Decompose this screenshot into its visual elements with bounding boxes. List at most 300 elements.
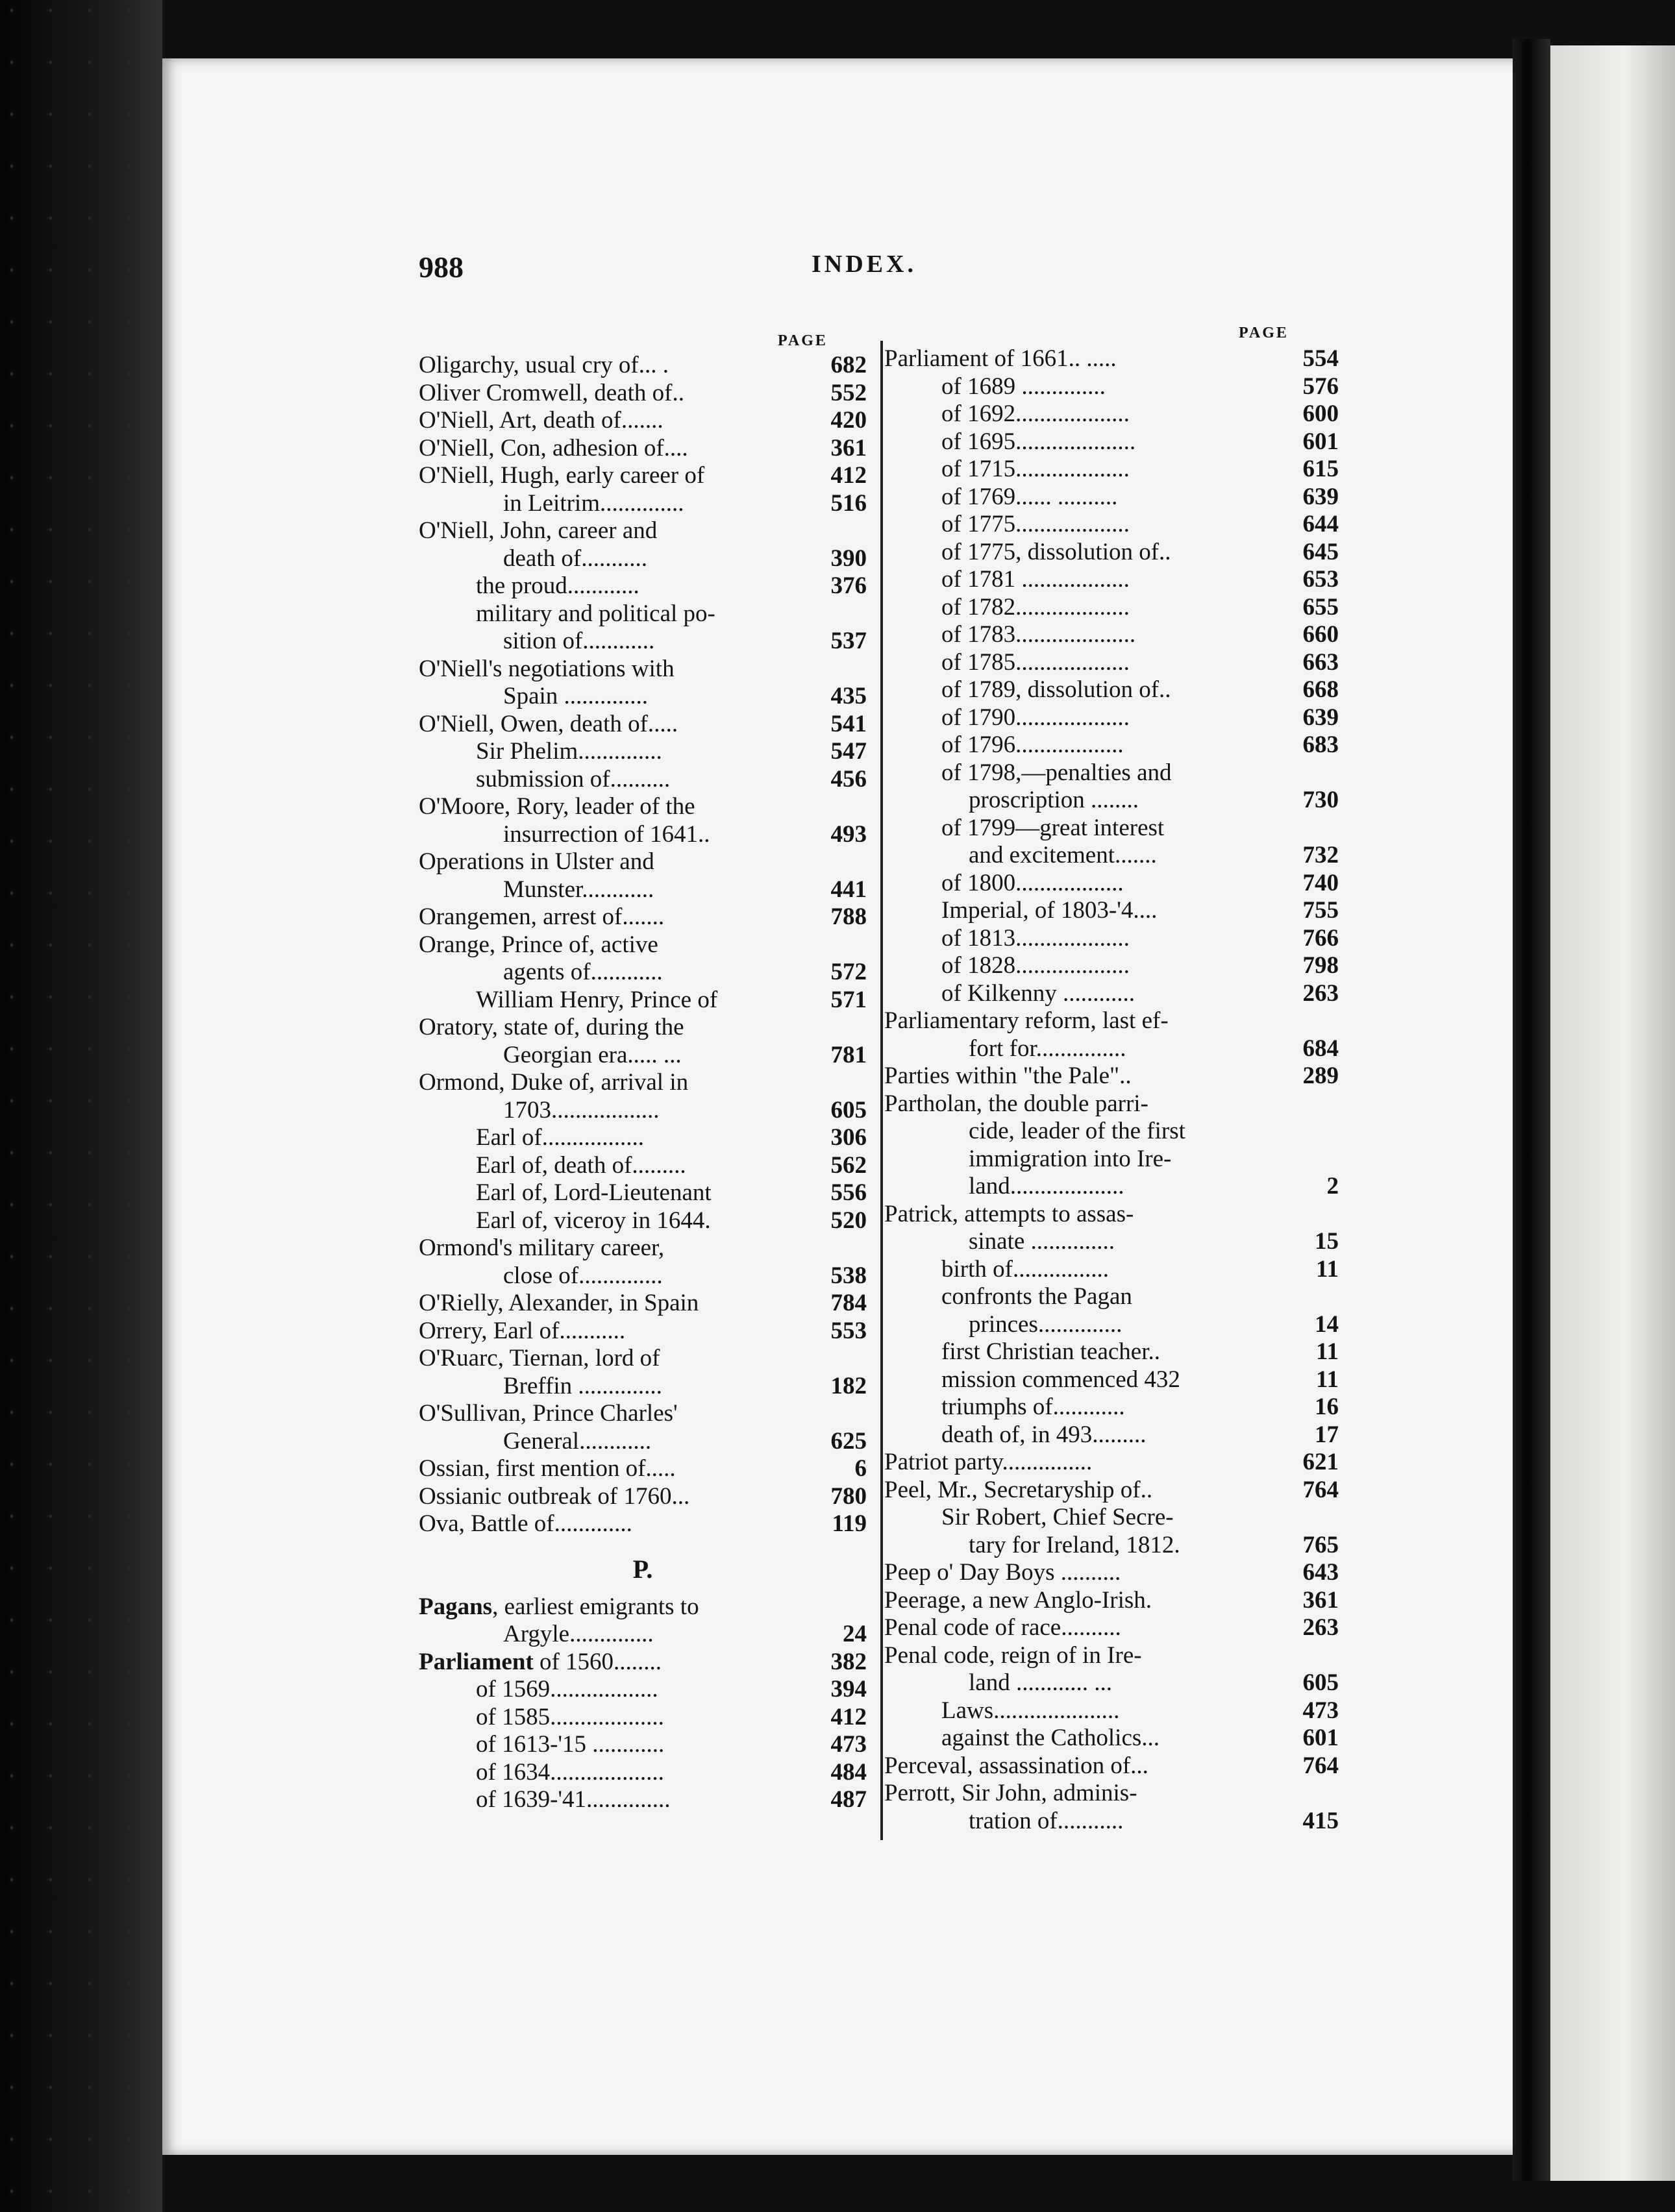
index-entry (419, 1676, 867, 1704)
index-entry-page: 663 (1302, 648, 1339, 676)
index-entry-text: submission of.......... (476, 765, 671, 793)
index-entry (884, 676, 1339, 704)
index-entry-text: O'Sullivan, Prince Charles' (419, 1400, 678, 1427)
index-entry-text: Penal code of race.......... (884, 1614, 1121, 1641)
index-entry-text: military and political po- (476, 600, 715, 627)
index-entry (884, 1504, 1339, 1532)
index-entry (884, 456, 1339, 484)
index-entry-text: of 1785................... (941, 648, 1130, 676)
index-entry-page: 788 (830, 903, 867, 930)
index-entry (884, 400, 1339, 428)
index-entry-page: 6 (854, 1455, 867, 1482)
index-entry (419, 959, 867, 987)
index-entry-text: Pagans, earliest emigrants to (419, 1593, 699, 1620)
index-entry-text: of 1828................... (941, 952, 1130, 979)
left-column-page-heading: PAGE (778, 332, 828, 349)
index-entry-page: 764 (1302, 1476, 1339, 1503)
index-entry-page: 764 (1302, 1752, 1339, 1779)
index-entry (884, 1311, 1339, 1339)
index-entry (884, 345, 1339, 373)
index-entry-text: Sir Phelim.............. (476, 738, 662, 765)
index-entry-text: Earl of, viceroy in 1644. (476, 1207, 711, 1234)
index-entry-text: O'Niell, Art, death of....... (419, 407, 664, 434)
index-entry (884, 1394, 1339, 1421)
index-entry (884, 925, 1339, 953)
index-entry (419, 1318, 867, 1346)
index-column-left (419, 352, 867, 1814)
index-entry-page: 420 (830, 407, 867, 434)
index-entry (419, 1428, 867, 1456)
index-entry-page: 781 (830, 1041, 867, 1068)
index-entry (884, 539, 1339, 567)
right-column-page-heading: PAGE (1239, 325, 1289, 341)
index-entry-text: death of, in 493......... (941, 1421, 1147, 1448)
index-entry (884, 566, 1339, 594)
index-entry-page: 412 (830, 462, 867, 489)
index-entry-text: tration of........... (969, 1807, 1124, 1834)
index-entry-text: O'Niell, John, career and (419, 517, 658, 544)
index-entry (884, 1532, 1339, 1560)
index-entry (419, 600, 867, 628)
index-entry-text: insurrection of 1641.. (503, 820, 710, 848)
index-entry (419, 628, 867, 656)
index-entry (419, 1400, 867, 1428)
index-entry (419, 1621, 867, 1649)
index-entry (419, 738, 867, 766)
index-entry-page: 621 (1302, 1449, 1339, 1475)
index-entry-page: 11 (1316, 1255, 1339, 1283)
index-entry (419, 1704, 867, 1732)
index-entry-page: 553 (830, 1317, 867, 1344)
index-entry (419, 848, 867, 876)
index-entry (419, 987, 867, 1014)
index-entry-text: Oratory, state of, during the (419, 1014, 684, 1040)
index-entry (884, 759, 1339, 787)
index-entry-page: 605 (830, 1096, 867, 1124)
index-entry-text: confronts the Pagan (941, 1283, 1132, 1310)
index-entry-text: Peep o' Day Boys .......... (884, 1559, 1121, 1586)
index-entry-page: 412 (830, 1703, 867, 1730)
index-entry-page: 660 (1302, 621, 1339, 648)
index-entry (419, 1373, 867, 1401)
index-entry-text: Orrery, Earl of........... (419, 1317, 626, 1344)
index-entry-text: O'Niell, Owen, death of..... (419, 710, 678, 737)
index-entry-text: 1703.................. (503, 1096, 660, 1124)
index-entry (419, 1042, 867, 1070)
index-entry-page: 765 (1302, 1531, 1339, 1558)
index-entry-text: of 1715................... (941, 456, 1130, 482)
index-entry (419, 517, 867, 545)
index-entry-text: Ormond, Duke of, arrival in (419, 1069, 689, 1096)
index-entry-page: 24 (843, 1621, 867, 1647)
index-entry-text: Patriot party............... (884, 1449, 1093, 1475)
index-entry (884, 1725, 1339, 1752)
book-binding (1513, 39, 1550, 2181)
index-entry (419, 903, 867, 931)
index-entry-text: O'Niell, Con, adhesion of.... (419, 434, 688, 461)
index-entry-text: triumphs of............ (941, 1394, 1125, 1420)
index-entry-page: 520 (830, 1207, 867, 1234)
index-entry (419, 490, 867, 518)
index-entry-page: 639 (1302, 704, 1339, 731)
index-entry-page: 263 (1302, 1614, 1339, 1641)
index-entry (419, 352, 867, 380)
running-head: INDEX. (812, 251, 917, 278)
index-entry (419, 1262, 867, 1290)
index-entry-text: of 1569.................. (476, 1676, 658, 1702)
index-entry-text: proscription ........ (969, 787, 1139, 813)
index-entry-page: 643 (1302, 1559, 1339, 1586)
index-entry (884, 1477, 1339, 1505)
index-entry-text: William Henry, Prince of (476, 986, 718, 1013)
index-entry-page: 376 (830, 572, 867, 599)
index-entry-text: Breffin .............. (503, 1372, 662, 1399)
index-entry-text: O'Ruarc, Tiernan, lord of (419, 1345, 660, 1371)
index-entry-page: 615 (1302, 456, 1339, 482)
index-entry-text: Sir Robert, Chief Secre- (941, 1504, 1174, 1530)
index-entry-text: against the Catholics... (941, 1725, 1160, 1751)
index-column-right (884, 345, 1339, 1835)
index-entry-page: 683 (1302, 731, 1339, 758)
index-entry (419, 1152, 867, 1180)
index-entry-page: 668 (1302, 676, 1339, 703)
index-entry-page: 14 (1315, 1310, 1339, 1338)
index-entry-page: 487 (830, 1786, 867, 1813)
index-entry (884, 731, 1339, 759)
index-entry (884, 1449, 1339, 1477)
index-entry-page: 289 (1302, 1063, 1339, 1089)
index-entry (419, 462, 867, 490)
index-entry-page: 766 (1302, 924, 1339, 952)
index-entry (884, 897, 1339, 925)
index-entry-page: 625 (830, 1427, 867, 1455)
index-entry (884, 1228, 1339, 1256)
index-entry (419, 1124, 867, 1152)
index-entry (884, 1587, 1339, 1615)
index-entry-text: Penal code, reign of in Ire- (884, 1641, 1142, 1669)
index-entry-text: Patrick, attempts to assas- (884, 1200, 1134, 1227)
index-entry (419, 407, 867, 435)
index-entry (884, 1421, 1339, 1449)
index-entry-text: of 1775, dissolution of.. (941, 538, 1171, 565)
index-entry-text: of 1695.................... (941, 428, 1136, 455)
index-entry (419, 931, 867, 959)
index-entry-text: of 1813................... (941, 924, 1130, 952)
index-entry (419, 766, 867, 794)
index-entry-page: 361 (1302, 1586, 1339, 1614)
index-entry-text: of 1799—great interest (941, 814, 1165, 841)
index-entry (884, 1283, 1339, 1311)
index-entry (884, 704, 1339, 732)
index-entry-page: 11 (1316, 1338, 1339, 1365)
index-entry (884, 649, 1339, 677)
index-entry-page: 473 (830, 1731, 867, 1758)
index-entry (884, 1642, 1339, 1670)
index-entry-page: 653 (1302, 566, 1339, 593)
index-entry-text: close of.............. (503, 1262, 663, 1289)
index-entry (419, 435, 867, 463)
index-entry-text: first Christian teacher.. (941, 1338, 1161, 1365)
index-entry (419, 1235, 867, 1262)
index-entry-text: Argyle.............. (503, 1621, 654, 1647)
index-entry-text: General............ (503, 1427, 652, 1455)
index-entry-page: 456 (830, 765, 867, 793)
column-divider (880, 341, 883, 1840)
index-entry-text: of 1613-'15 ............ (476, 1731, 665, 1758)
index-entry-page: 17 (1315, 1421, 1339, 1448)
index-entry (884, 511, 1339, 539)
index-entry (884, 1752, 1339, 1780)
index-entry-page: 415 (1302, 1807, 1339, 1834)
index-entry (884, 1090, 1339, 1118)
index-entry (419, 1290, 867, 1318)
index-entry (884, 1559, 1339, 1587)
index-entry (419, 545, 867, 573)
index-entry-text: sinate .............. (969, 1228, 1115, 1255)
index-entry-page: 600 (1302, 400, 1339, 427)
index-entry (884, 1366, 1339, 1394)
index-entry (419, 821, 867, 849)
index-entry-text: of 1634................... (476, 1758, 664, 1786)
index-entry-page: 263 (1302, 979, 1339, 1007)
index-entry-text: of 1800.................. (941, 869, 1124, 896)
index-entry (884, 952, 1339, 980)
index-entry (884, 1007, 1339, 1035)
index-entry-text: fort for............... (969, 1035, 1126, 1062)
index-entry-text: agents of............ (503, 959, 663, 985)
index-entry-page: 435 (830, 683, 867, 709)
index-entry-page: 493 (830, 820, 867, 848)
index-entry (419, 572, 867, 600)
index-entry-page: 682 (830, 352, 867, 378)
index-entry (884, 1173, 1339, 1201)
index-entry-text: of Kilkenny ............ (941, 979, 1135, 1007)
index-entry-text: Oliver Cromwell, death of.. (419, 379, 684, 406)
index-entry (419, 793, 867, 821)
index-entry-text: Imperial, of 1803-'4.... (941, 897, 1158, 924)
index-entry-text: Parliament of 1560........ (419, 1648, 662, 1675)
index-entry-text: O'Niell's negotiations with (419, 655, 675, 682)
index-entry (419, 1593, 867, 1621)
index-entry (884, 428, 1339, 456)
index-entry-text: immigration into Ire- (969, 1145, 1172, 1172)
index-entry-text: O'Rielly, Alexander, in Spain (419, 1290, 699, 1316)
index-entry (884, 1808, 1339, 1836)
index-entry-text: O'Moore, Rory, leader of the (419, 793, 695, 820)
index-entry-page: 394 (830, 1676, 867, 1702)
index-entry-text: Ossianic outbreak of 1760... (419, 1482, 690, 1510)
index-entry-text: cide, leader of the first (969, 1118, 1185, 1144)
index-entry (419, 711, 867, 739)
index-entry-page: 576 (1302, 373, 1339, 400)
index-entry (884, 870, 1339, 898)
index-entry-page: 182 (830, 1372, 867, 1399)
index-entry (419, 1207, 867, 1235)
index-entry-text: Peerage, a new Anglo-Irish. (884, 1586, 1152, 1614)
page-number: 988 (419, 251, 464, 284)
index-entry-text: mission commenced 432 (941, 1366, 1180, 1393)
index-entry-text: of 1689 .............. (941, 373, 1106, 400)
index-entry-text: birth of................ (941, 1255, 1109, 1283)
index-entry-page: 554 (1302, 345, 1339, 372)
index-entry-text: Ova, Battle of............. (419, 1510, 632, 1537)
index-entry-page: 780 (830, 1482, 867, 1510)
index-entry-text: and excitement....... (969, 842, 1157, 868)
index-entry-text: death of........... (503, 545, 647, 572)
index-entry (884, 787, 1339, 815)
index-entry-text: Earl of, Lord-Lieutenant (476, 1179, 712, 1206)
index-entry-page: 740 (1302, 869, 1339, 896)
index-entry-page: 484 (830, 1758, 867, 1786)
index-entry-page: 572 (830, 959, 867, 985)
index-entry-page: 541 (830, 710, 867, 737)
index-entry (419, 1345, 867, 1373)
index-entry-text: Georgian era..... ... (503, 1041, 682, 1068)
index-entry-page: 15 (1315, 1228, 1339, 1255)
index-entry-page: 645 (1302, 538, 1339, 565)
index-entry-text: Partholan, the double parri- (884, 1090, 1148, 1117)
index-entry (419, 1731, 867, 1759)
index-entry-page: 601 (1302, 428, 1339, 455)
next-page-edge (1550, 45, 1675, 2181)
index-entry-text: of 1769...... .......... (941, 483, 1118, 510)
index-entry-text: in Leitrim.............. (503, 489, 684, 517)
index-entry-page: 538 (830, 1262, 867, 1289)
index-entry (884, 594, 1339, 622)
index-entry (884, 1201, 1339, 1229)
index-entry (884, 621, 1339, 649)
index-entry-text: Ormond's military career, (419, 1235, 665, 1261)
index-entry (419, 380, 867, 408)
index-entry-text: Munster............ (503, 876, 654, 903)
index-entry-page: 798 (1302, 952, 1339, 979)
index-entry-text: of 1585................... (476, 1703, 664, 1730)
index-entry (419, 1759, 867, 1787)
index-entry (884, 1614, 1339, 1642)
index-entry (884, 1118, 1339, 1146)
index-entry (419, 1014, 867, 1042)
index-entry-page: 601 (1302, 1725, 1339, 1751)
index-entry-page: 732 (1302, 842, 1339, 868)
index-entry-page: 537 (830, 628, 867, 654)
index-entry (884, 1697, 1339, 1725)
index-entry (419, 1455, 867, 1483)
index-entry-page: 684 (1302, 1035, 1339, 1062)
section-letter: P. (632, 1554, 653, 1584)
index-entry-text: Operations in Ulster and (419, 848, 654, 875)
index-entry-text: of 1782................... (941, 593, 1130, 621)
index-entry-text: of 1796.................. (941, 731, 1124, 758)
index-entry (419, 876, 867, 904)
index-entry-page: 11 (1316, 1366, 1339, 1393)
index-entry (884, 1338, 1339, 1366)
index-entry-page: 119 (832, 1510, 867, 1537)
index-entry (419, 656, 867, 683)
index-entry-text: Earl of................. (476, 1124, 644, 1151)
index-entry-text: of 1692................... (941, 400, 1130, 427)
index-entry-text: Peel, Mr., Secretaryship of.. (884, 1476, 1153, 1503)
index-entry (419, 1097, 867, 1125)
index-entry-page: 390 (830, 545, 867, 572)
index-entry-text: sition of............ (503, 628, 655, 654)
index-entry-page: 16 (1315, 1394, 1339, 1420)
index-entry-page: 605 (1302, 1669, 1339, 1696)
index-entry (419, 1179, 867, 1207)
index-entry-page: 382 (830, 1648, 867, 1675)
index-entry-text: of 1798,—penalties and (941, 759, 1172, 786)
index-entry-text: of 1775................... (941, 511, 1130, 537)
index-entry-text: Perrott, Sir John, adminis- (884, 1780, 1137, 1806)
index-entry-page: 552 (830, 379, 867, 406)
index-entry-page: 571 (830, 986, 867, 1013)
index-entry-text: of 1783.................... (941, 621, 1136, 648)
index-entry-text: Spain .............. (503, 683, 649, 709)
index-entry (884, 1035, 1339, 1063)
index-entry-text: Ossian, first mention of..... (419, 1455, 676, 1482)
index-entry (884, 373, 1339, 401)
index-entry-page: 755 (1302, 897, 1339, 924)
index-entry-text: Oligarchy, usual cry of... . (419, 352, 669, 378)
index-entry (884, 980, 1339, 1008)
index-entry-page: 562 (830, 1151, 867, 1179)
index-entry-text: tary for Ireland, 1812. (969, 1531, 1180, 1558)
index-entry-text: Perceval, assassination of... (884, 1752, 1148, 1779)
index-entry-text: land ............ ... (969, 1669, 1112, 1696)
index-entry-page: 516 (830, 489, 867, 517)
index-entry-text: Earl of, death of......... (476, 1151, 686, 1179)
index-entry-page: 361 (830, 434, 867, 461)
index-entry-text: of 1790................... (941, 704, 1130, 731)
index-entry-text: Parties within "the Pale".. (884, 1063, 1132, 1089)
index-entry (884, 1063, 1339, 1090)
index-entry (419, 683, 867, 711)
index-entry-page: 655 (1302, 593, 1339, 621)
index-entry-text: of 1789, dissolution of.. (941, 676, 1171, 703)
index-entry (884, 815, 1339, 842)
index-entry-page: 473 (1302, 1697, 1339, 1724)
index-entry-page: 639 (1302, 483, 1339, 510)
index-entry-text: O'Niell, Hugh, early career of (419, 462, 705, 489)
index-entry-page: 556 (830, 1179, 867, 1206)
index-entry-page: 2 (1326, 1173, 1339, 1199)
index-entry-text: Orangemen, arrest of....... (419, 903, 665, 930)
index-entry-text: of 1639-'41.............. (476, 1786, 671, 1813)
index-entry-text: Laws..................... (941, 1697, 1120, 1724)
index-entry (419, 1786, 867, 1814)
index-entry (884, 484, 1339, 511)
index-entry-page: 306 (830, 1124, 867, 1151)
index-entry-page: 784 (830, 1290, 867, 1316)
index-entry-page: 547 (830, 738, 867, 765)
index-entry (884, 1146, 1339, 1174)
index-entry-text: the proud............ (476, 572, 639, 599)
index-entry-text: princes.............. (969, 1310, 1123, 1338)
index-entry-page: 441 (830, 876, 867, 903)
index-entry-page: 730 (1302, 787, 1339, 813)
index-entry (884, 1780, 1339, 1808)
scan-left-margin (0, 0, 162, 2212)
index-entry (884, 1669, 1339, 1697)
index-entry (419, 1510, 867, 1538)
index-entry (884, 1256, 1339, 1284)
index-entry-page: 644 (1302, 511, 1339, 537)
index-entry-text: Parliament of 1661.. ..... (884, 345, 1117, 372)
index-entry (419, 1483, 867, 1511)
index-entry (884, 842, 1339, 870)
index-entry-text: land................... (969, 1173, 1124, 1199)
index-entry (419, 1649, 867, 1677)
index-entry-text: Orange, Prince of, active (419, 931, 658, 958)
